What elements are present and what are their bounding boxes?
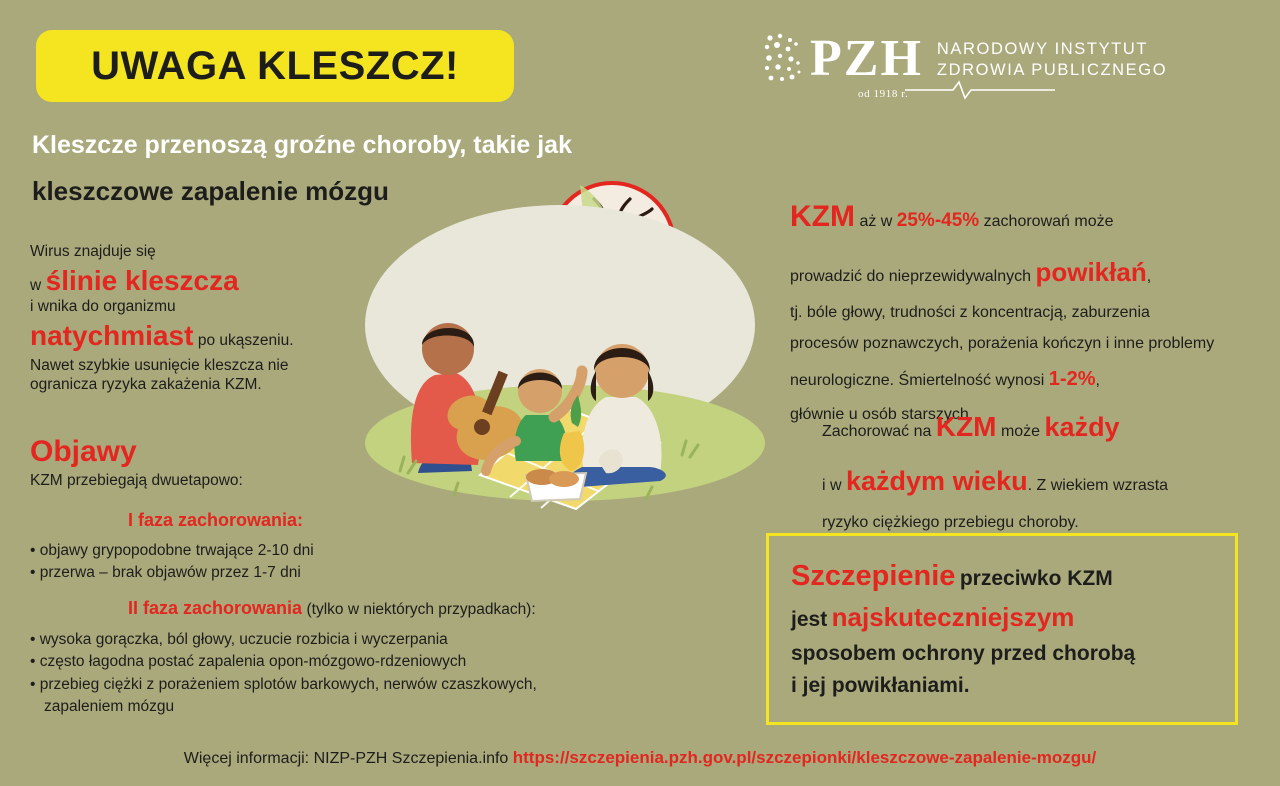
anyone-everyone: każdy: [1044, 412, 1120, 442]
callout-line-4: i jej powikłaniami.: [791, 673, 970, 697]
footer: [0, 748, 1280, 768]
phase2-heading-wrap: [128, 598, 536, 619]
logo-dots-icon: [762, 32, 804, 86]
anyone-text-b: może: [1000, 423, 1041, 440]
footer-url[interactable]: https://szczepienia.pzh.gov.pl/szczepionki/kleszczowe-zapalenie-mozgu/: [512, 748, 1097, 767]
callout-line-2: [791, 598, 1215, 638]
complications-text-b: zachorowań może: [983, 213, 1114, 230]
mortality-rate: 1-2%: [1048, 367, 1096, 390]
complications-text-a: aż w: [859, 213, 893, 230]
callout-line-3: sposobem ochrony przed chorobą: [791, 641, 1136, 665]
virus-line-1: Wirus znajduje się: [30, 243, 156, 260]
kzm-label: KZM: [790, 200, 855, 233]
vaccination-callout: [766, 533, 1238, 725]
poster-title: UWAGA KLESZCZ!: [91, 43, 459, 88]
complications-text-e: procesów poznawczych, porażenia kończyn i inne problemy: [790, 335, 1215, 353]
complications-text-f: neurologiczne. Śmiertelność wynosi: [790, 371, 1045, 389]
anyone-text-d: . Z wiekiem wzrasta: [1027, 476, 1169, 494]
anyone-text-e: ryzyko ciężkiego przebiegu choroby.: [822, 514, 1079, 532]
virus-line-2: i wnika do organizmu: [30, 298, 176, 316]
callout-is: jest: [791, 608, 828, 632]
complications-text-c: prowadzić do nieprzewidywalnych: [790, 267, 1032, 285]
virus-info-block: [30, 243, 330, 395]
logo-subtitle-line1: NARODOWY INSTYTUT: [936, 39, 1149, 58]
logo-wordmark: PZH: [810, 30, 923, 87]
callout-vaccination: Szczepienie: [791, 560, 956, 592]
phase1-heading: I faza zachorowania:: [128, 510, 304, 530]
virus-line-5: ogranicza ryzyka zakażenia KZM.: [30, 376, 262, 394]
list-item: • przebieg ciężki z porażeniem splotów barkowych, nerwów czaszkowych,: [30, 675, 537, 693]
callout-line-1: [791, 554, 1215, 598]
complications-percentage: 25%-45%: [896, 210, 980, 231]
anyone-any-age: każdym wieku: [846, 465, 1028, 496]
list-item: • objawy grypopodobne trwające 2-10 dni: [30, 542, 314, 559]
virus-line-4: Nawet szybkie usunięcie kleszcza nie: [30, 357, 289, 375]
complications-highlight: powikłań: [1035, 256, 1147, 287]
symptoms-subheading: KZM przebiegają dwuetapowo:: [30, 472, 243, 489]
anyone-kzm: KZM: [935, 411, 997, 442]
symptoms-heading: Objawy: [30, 435, 137, 468]
ecg-line-icon: [905, 78, 1055, 100]
anyone-text-a: Zachorować na: [822, 423, 932, 440]
title-badge: [36, 30, 514, 102]
logo-subtitle-line2: ZDROWIA PUBLICZNEGO: [936, 61, 1168, 79]
list-item: • często łagodna postać zapalenia opon-mózgowo-rdzeniowych: [30, 653, 467, 671]
intro-line-1: Kleszcze przenoszą groźne choroby, takie jak: [32, 131, 572, 159]
virus-after-bite: po ukąszeniu.: [197, 331, 294, 349]
mortality-comma: ,: [1095, 371, 1100, 389]
intro-line-2: kleszczowe zapalenie mózgu: [32, 176, 389, 206]
phase2-note: (tylko w niektórych przypadkach):: [306, 601, 536, 618]
phase1-list: [30, 540, 314, 585]
phase2-heading: II faza zachorowania: [128, 598, 303, 618]
virus-prefix-w: w: [30, 276, 42, 294]
complications-text-h: głównie u osób starszych.: [790, 405, 974, 423]
virus-immediate-line: [30, 319, 330, 353]
phase2-list: [30, 629, 537, 719]
complications-comma: ,: [1146, 267, 1152, 285]
list-item: • wysoka gorączka, ból głowy, uczucie rozbicia i wyczerpania: [30, 631, 448, 648]
complications-paragraph: [790, 188, 1234, 430]
virus-immediate-highlight: natychmiast: [30, 319, 194, 351]
list-item: • przerwa – brak objawów przez 1-7 dni: [30, 564, 301, 582]
callout-most-effective: najskuteczniejszym: [831, 602, 1075, 633]
logo-year: od 1918 r.: [858, 88, 909, 100]
footer-text: Więcej informacji: NIZP-PZH Szczepienia.info: [183, 750, 509, 767]
complications-text-d: tj. bóle głowy, trudności z koncentracją, zaburzenia: [790, 304, 1150, 322]
anyone-text-c: i w: [822, 476, 842, 494]
callout-against-kzm: przeciwko KZM: [959, 567, 1113, 590]
virus-saliva-highlight: ślinie kleszcza: [45, 264, 239, 296]
logo-subtitle: [937, 37, 1167, 81]
list-item-continuation: zapaleniem mózgu: [44, 698, 175, 716]
family-picnic-illustration: [330, 175, 790, 525]
virus-saliva-line: [30, 264, 330, 298]
anyone-paragraph: [822, 400, 1242, 538]
